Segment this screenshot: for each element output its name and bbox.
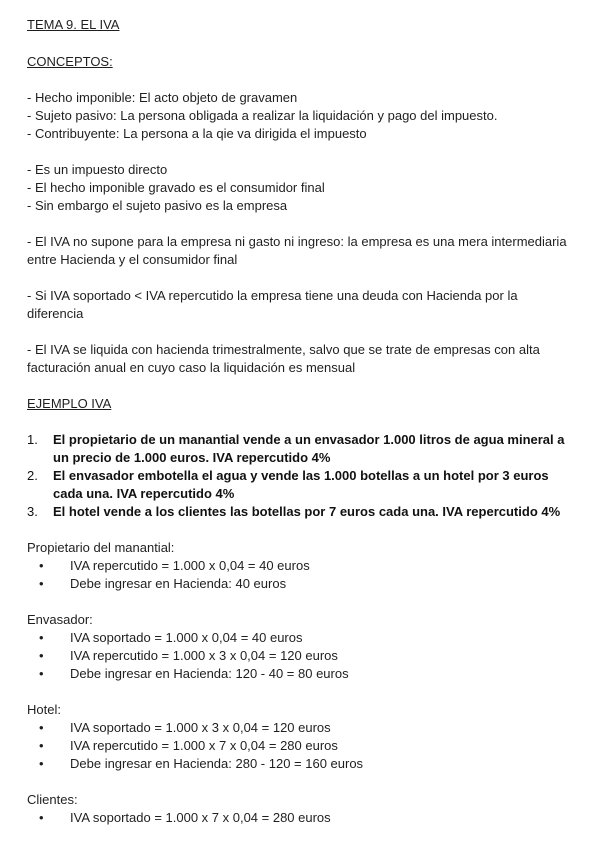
list-item: • Debe ingresar en Hacienda: 120 - 40 = 80 euros xyxy=(39,666,349,681)
ejemplo-heading: EJEMPLO IVA xyxy=(27,396,112,411)
document-title: TEMA 9. EL IVA xyxy=(27,17,120,32)
group-propietario xyxy=(27,539,568,593)
example-step: 3. El hotel vende a los clientes las botellas por 7 euros cada una. IVA repercutido 4% xyxy=(27,504,561,519)
group-clientes xyxy=(27,791,568,827)
list-item: • Debe ingresar en Hacienda: 40 euros xyxy=(39,576,287,591)
list-item: • IVA soportado = 1.000 x 0,04 = 40 euros xyxy=(39,630,303,645)
fact-line: - El hecho imponible gravado es el consumidor final xyxy=(27,180,325,195)
group-label: Propietario del manantial: xyxy=(27,540,175,555)
list-item: • IVA soportado = 1.000 x 7 x 0,04 = 280 euros xyxy=(39,810,331,825)
example-step: 1. El propietario de un manantial vende a un envasador 1.000 litros de agua mineral a un precio de 1.000 euros. IVA repercutido 4% xyxy=(27,432,565,465)
list-item: • IVA repercutido = 1.000 x 0,04 = 40 euros xyxy=(39,558,310,573)
example-steps xyxy=(27,431,568,521)
group-label: Clientes: xyxy=(27,792,78,807)
definitions-block xyxy=(27,89,568,143)
conceptos-heading: CONCEPTOS: xyxy=(27,54,113,69)
group-label: Envasador: xyxy=(27,612,93,627)
paragraph-deuda: - Si IVA soportado < IVA repercutido la empresa tiene una deuda con Hacienda por la diferencia xyxy=(27,288,518,321)
example-step: 2. El envasador embotella el agua y vende las 1.000 botellas a un hotel por 3 euros cada una. IVA repercutido 4% xyxy=(27,468,549,501)
paragraph-liquidacion: - El IVA se liquida con hacienda trimestralmente, salvo que se trate de empresas con alta facturación anual en cuyo caso la liquidación es mensual xyxy=(27,342,540,375)
fact-line: - Es un impuesto directo xyxy=(27,162,168,177)
fact-line: - Sin embargo el sujeto pasivo es la empresa xyxy=(27,198,288,213)
list-item: • IVA repercutido = 1.000 x 3 x 0,04 = 120 euros xyxy=(39,648,338,663)
paragraph-gasto: - El IVA no supone para la empresa ni gasto ni ingreso: la empresa es una mera intermediaria entre Hacienda y el consumidor final xyxy=(27,234,567,267)
facts-block xyxy=(27,161,568,215)
group-hotel xyxy=(27,701,568,773)
definition-line: - Hecho imponible: El acto objeto de gravamen xyxy=(27,90,298,105)
list-item: • Debe ingresar en Hacienda: 280 - 120 = 160 euros xyxy=(39,756,364,771)
definition-line: - Sujeto pasivo: La persona obligada a realizar la liquidación y pago del impuesto. xyxy=(27,108,498,123)
group-envasador xyxy=(27,611,568,683)
group-label: Hotel: xyxy=(27,702,61,717)
list-item: • IVA repercutido = 1.000 x 7 x 0,04 = 280 euros xyxy=(39,738,338,753)
list-item: • IVA soportado = 1.000 x 3 x 0,04 = 120 euros xyxy=(39,720,331,735)
definition-line: - Contribuyente: La persona a la qie va dirigida el impuesto xyxy=(27,126,367,141)
